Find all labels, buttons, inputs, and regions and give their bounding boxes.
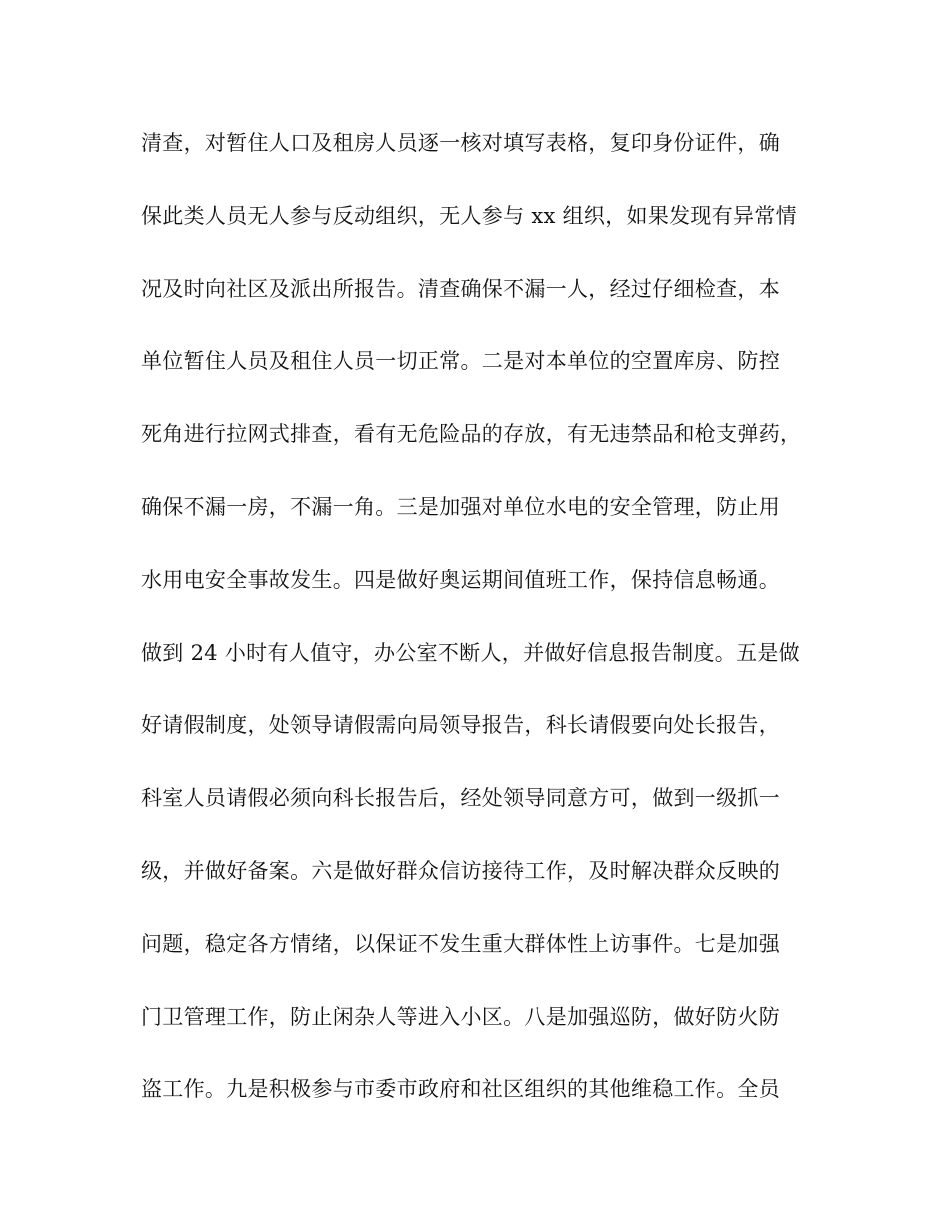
text-line: 问题，稳定各方情绪，以保证不发生重大群体性上访事件。七是加强 [141,931,780,956]
text-line: 好请假制度，处领导请假需向局领导报告，科长请假要向处长报告， [141,713,780,738]
text-line: 清查，对暂住人口及租房人员逐一核对填写表格，复印身份证件，确 [141,131,780,155]
text-line: 水用电安全事故发生。四是做好奥运期间值班工作，保持信息畅通。 [141,567,780,592]
body-text [141,120,811,1139]
text-line: 科室人员请假必须向科长报告后，经处领导同意方可，做到一级抓一 [141,786,780,811]
text-line: 死角进行拉网式排查，看有无危险品的存放，有无违禁品和枪支弹药， [141,422,802,447]
text-line: 门卫管理工作，防止闲杂人等进入小区。八是加强巡防，做好防火防 [141,1004,780,1029]
text-line: 况及时向社区及派出所报告。清查确保不漏一人，经过仔细检查，本 [141,276,780,301]
text-line: 确保不漏一房，不漏一角。三是加强对单位水电的安全管理，防止用 [141,494,780,519]
text-line: 保此类人员无人参与反动组织，无人参与 xx 组织，如果发现有异常情 [141,203,797,228]
text-line: 单位暂住人员及租住人员一切正常。二是对本单位的空置库房、防控 [141,349,780,374]
text-line: 级，并做好备案。六是做好群众信访接待工作，及时解决群众反映的 [141,858,780,883]
text-line: 盗工作。九是积极参与市委市政府和社区组织的其他维稳工作。全员 [141,1077,780,1102]
text-line: 做到 24 小时有人值守，办公室不断人，并做好信息报告制度。五是做 [141,640,800,665]
